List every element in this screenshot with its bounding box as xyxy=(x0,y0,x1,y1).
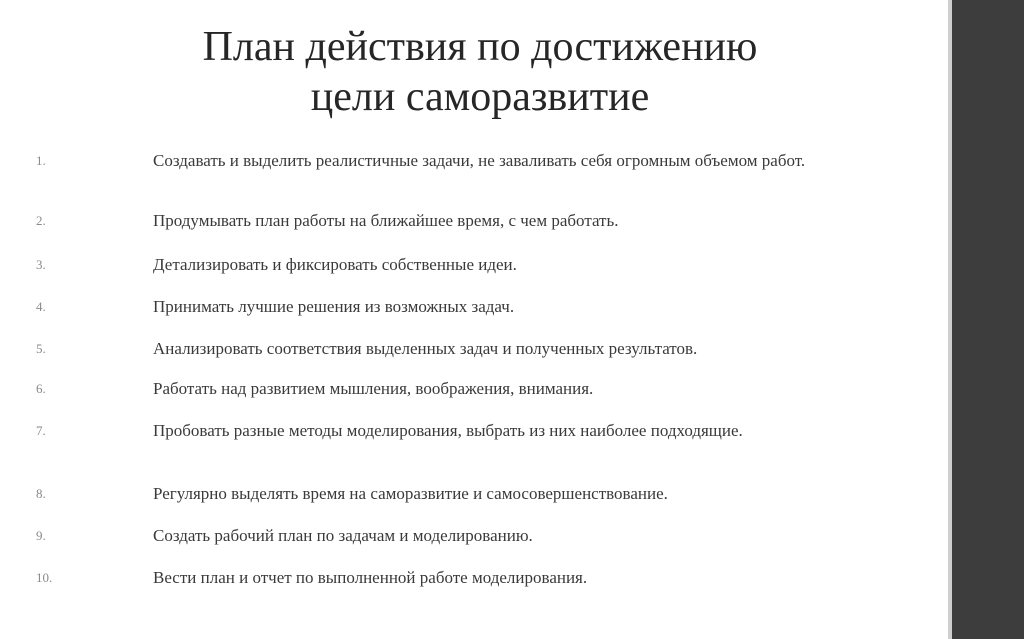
list-item-text: Продумывать план работы на ближайшее время, с чем работать. xyxy=(153,211,619,230)
list-item-number: 4. xyxy=(36,299,46,314)
list-item-text: Работать над развитием мышления, воображения, внимания. xyxy=(153,379,594,398)
right-side-bar xyxy=(948,0,1024,639)
list-item-text: Вести план и отчет по выполненной работе моделирования. xyxy=(153,568,588,587)
slide-title-line-1: План действия по достижению xyxy=(202,24,758,70)
side-bar-edge xyxy=(948,0,952,639)
list-item-text: Принимать лучшие решения из возможных задач. xyxy=(153,297,515,316)
slide-title xyxy=(80,22,880,122)
list-item-number: 6. xyxy=(36,381,46,396)
list-item-number: 8. xyxy=(36,486,46,501)
list-item-number: 3. xyxy=(36,257,46,272)
list-item-number: 7. xyxy=(36,423,46,438)
list-item-text: Создать рабочий план по задачам и моделированию. xyxy=(153,526,533,545)
list-item-text: Регулярно выделять время на саморазвитие и самосовершенствование. xyxy=(153,484,668,503)
list-item-number: 5. xyxy=(36,341,46,356)
list-item-number: 1. xyxy=(36,153,46,168)
list-item-text: Создавать и выделить реалистичные задачи, не заваливать себя огромным объемом работ. xyxy=(153,151,806,170)
list-item-number: 2. xyxy=(36,213,46,228)
list-item-text: Анализировать соответствия выделенных задач и полученных результатов. xyxy=(153,339,698,358)
list-item-text: Детализировать и фиксировать собственные идеи. xyxy=(153,255,517,274)
list-item-number: 9. xyxy=(36,528,46,543)
slide-title-line-2: цели саморазвитие xyxy=(310,74,650,120)
list-item-number: 10. xyxy=(36,570,53,585)
list-item-text: Пробовать разные методы моделирования, выбрать из них наиболее подходящие. xyxy=(153,421,743,440)
